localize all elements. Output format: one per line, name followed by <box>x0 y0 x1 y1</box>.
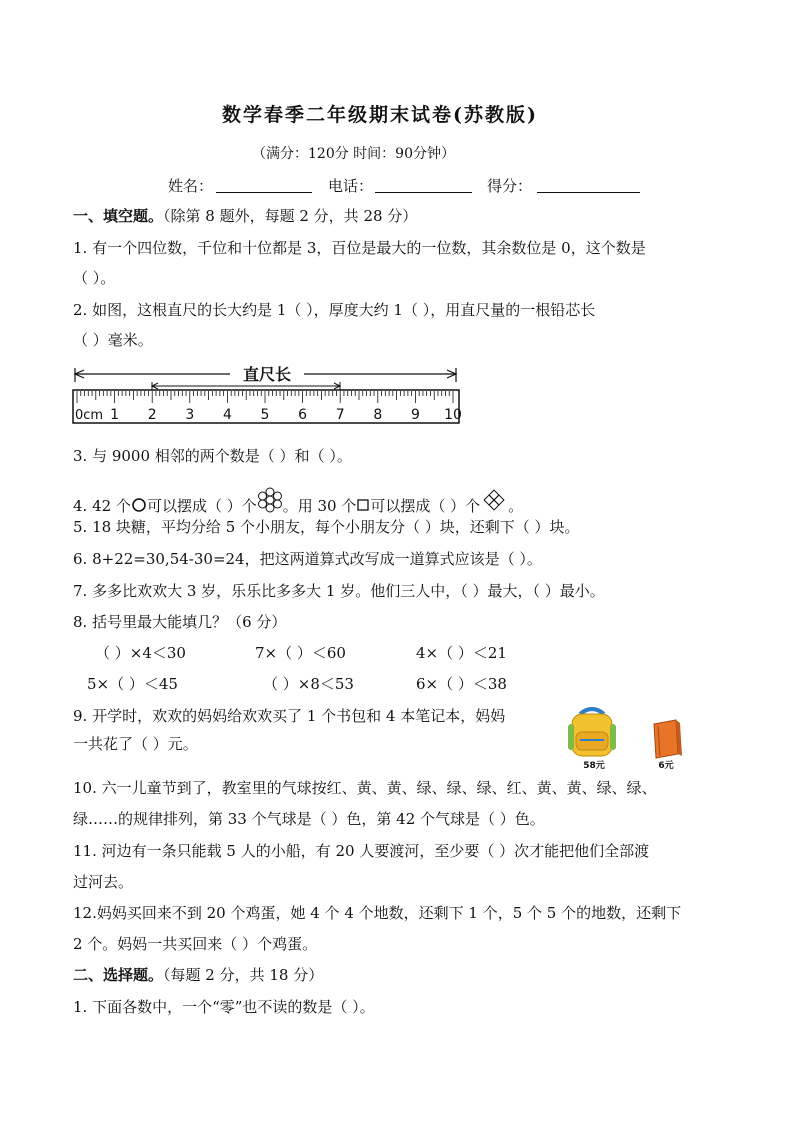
q6: 6. 8+22=30,54-30=24，把这两道算式改写成一道算式应该是（ ）。 <box>73 550 542 568</box>
q4-part5: 。 <box>508 497 524 515</box>
q4-part3: 。用 30 个 <box>282 497 357 515</box>
book-price: 6元 <box>658 761 674 770</box>
section2-heading: 二、选择题。 <box>73 966 164 984</box>
ruler-number: 10 <box>444 407 462 423</box>
score-field[interactable] <box>537 192 640 193</box>
section1-header <box>73 207 417 225</box>
q12-line1: 12.妈妈买回来不到 20 个鸡蛋，她 4 个 4 个地数，还剩下 1 个，5 个 5 个的地数，还剩下 <box>73 904 682 922</box>
ruler-title: 直尺长 <box>242 365 292 384</box>
q8-item: （ ）×4＜30 <box>95 644 186 662</box>
q4-part4: 可以摆成（ ）个 <box>370 497 481 515</box>
diamond-squares-icon <box>480 487 508 513</box>
q10-line1: 10. 六一儿童节到了，教室里的气球按红、黄、黄、绿、绿、绿、红、黄、黄、绿、绿、 <box>73 779 657 797</box>
backpack-image <box>564 704 620 770</box>
ruler-number: 6 <box>298 407 308 423</box>
q3: 3. 与 9000 相邻的两个数是（ ）和（ ）。 <box>73 447 352 465</box>
q4-part2: 可以摆成（ ）个 <box>146 497 257 515</box>
phone-label: 电话： <box>328 177 374 195</box>
flower-circles-icon <box>257 487 283 513</box>
ruler-number: 7 <box>335 407 345 423</box>
score-label: 得分： <box>487 177 533 195</box>
q1-line2: （ ）。 <box>73 269 116 287</box>
bag-price: 58元 <box>583 761 605 770</box>
page-title: 数学春季二年级期末试卷(苏教版) <box>222 104 538 126</box>
q1-line1: 1. 有一个四位数，千位和十位都是 3，百位是最大的一位数，其余数位是 0，这个数是 <box>73 239 646 257</box>
ruler-number: 5 <box>260 407 270 423</box>
ruler-number: 2 <box>147 407 157 423</box>
ruler-number: 1 <box>110 407 120 423</box>
q10-line2: 绿……的规律排列，第 33 个气球是（ ）色，第 42 个气球是（ ）色。 <box>73 810 545 828</box>
q11-line1: 11. 河边有一条只能载 5 人的小船，有 20 人要渡河，至少要（ ）次才能把他们全部渡 <box>73 842 650 860</box>
q7: 7. 多多比欢欢大 3 岁，乐乐比多多大 1 岁。他们三人中，（ ）最大，（ ）最小。 <box>73 582 605 600</box>
q5: 5. 18 块糖，平均分给 5 个小朋友，每个小朋友分（ ）块，还剩下（ ）块。 <box>73 518 580 536</box>
q8-item: 5×（ ）＜45 <box>87 675 178 693</box>
q11-line2: 过河去。 <box>73 873 134 891</box>
section1-note: （除第 8 题外，每题 2 分，共 28 分） <box>163 207 418 225</box>
name-field[interactable] <box>216 192 312 193</box>
q8-item: （ ）×8＜53 <box>263 675 354 693</box>
ruler-figure <box>70 362 464 428</box>
section2-note: （每题 2 分，共 18 分） <box>163 966 324 984</box>
ruler-number: 4 <box>222 407 232 423</box>
phone-field[interactable] <box>375 192 472 193</box>
q8-item: 6×（ ）＜38 <box>416 675 507 693</box>
notebook-image <box>648 716 684 770</box>
q4 <box>73 487 523 515</box>
q8-item: 7×（ ）＜60 <box>255 644 346 662</box>
section1-heading: 一、填空题。 <box>73 207 164 225</box>
q9-line2: 一共花了（ ）元。 <box>73 735 198 753</box>
q2-line1: 2. 如图，这根直尺的长大约是 1（ ），厚度大约 1（ ），用直尺量的一根铅芯长 <box>73 301 596 319</box>
exam-meta: （满分：120分 时间：90分钟） <box>252 146 455 162</box>
name-label: 姓名： <box>168 177 214 195</box>
q8-text: 8. 括号里最大能填几？（6 分） <box>73 613 287 631</box>
ruler-number: 8 <box>373 407 383 423</box>
q4-part1: 4. 42 个 <box>73 497 131 515</box>
ruler-unit: 0cm <box>75 408 104 423</box>
q8-item: 4×（ ）＜21 <box>416 644 507 662</box>
ruler-number: 3 <box>185 407 195 423</box>
q12-line2: 2 个。妈妈一共买回来（ ）个鸡蛋。 <box>73 935 318 953</box>
q2-line2: （ ）毫米。 <box>73 331 153 349</box>
section2-header <box>73 966 323 984</box>
s2-q1: 1. 下面各数中，一个“零”也不读的数是（ ）。 <box>73 998 375 1016</box>
ruler-number: 9 <box>410 407 420 423</box>
circle-icon <box>131 497 147 513</box>
square-icon <box>356 498 370 512</box>
q9-line1: 9. 开学时，欢欢的妈妈给欢欢买了 1 个书包和 4 本笔记本，妈妈 <box>73 707 506 725</box>
